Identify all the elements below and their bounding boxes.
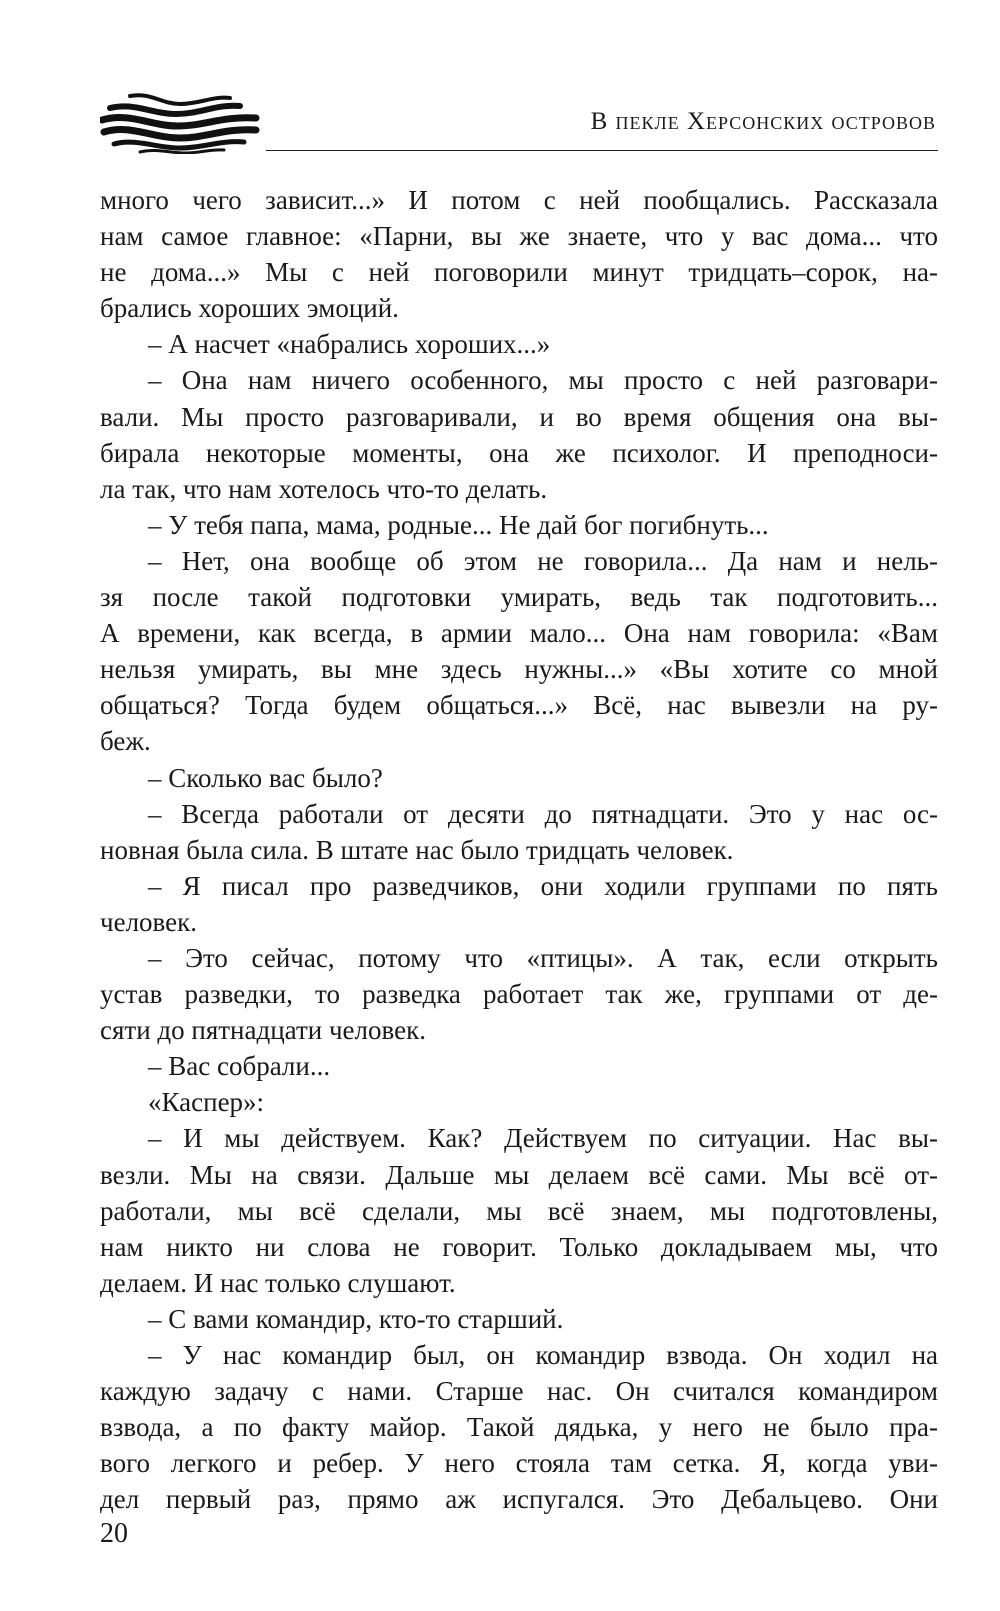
text-line: сяти до пятнадцати человек. bbox=[100, 1015, 426, 1046]
page-header bbox=[100, 86, 938, 156]
text-line: брались хороших эмоций. bbox=[100, 293, 399, 324]
text-line: бирала некоторые моменты, она же психолог. И преподноси- bbox=[100, 437, 938, 468]
text-line: – Нет, она вообще об этом не говорила... Да нам и нель- bbox=[148, 545, 938, 576]
text-line: устав разведки, то разведка работает так же, группами от де- bbox=[100, 979, 938, 1010]
text-line: новная была сила. В штате нас было тридцать человек. bbox=[100, 834, 734, 865]
text-line: – Всегда работали от десяти до пятнадцати. Это у нас ос- bbox=[148, 798, 938, 829]
text-line: – А насчет «набрались хороших...» bbox=[148, 329, 551, 360]
text-line: нам самое главное: «Парни, вы же знаете, что у вас дома... что bbox=[100, 221, 938, 252]
text-line: беж. bbox=[100, 726, 151, 757]
text-line: человек. bbox=[100, 906, 197, 937]
text-line: вали. Мы просто разговаривали, и во время общения она вы- bbox=[100, 401, 938, 432]
text-line: – Сколько вас было? bbox=[148, 762, 383, 793]
text-line: ла так, что нам хотелось что-то делать. bbox=[100, 473, 548, 504]
text-line: взвода, а по факту майор. Такой дядька, у него не было пра- bbox=[100, 1412, 938, 1443]
page-number: 20 bbox=[100, 1518, 128, 1549]
running-title: В пекле Херсонских островов bbox=[590, 108, 936, 135]
text-line: работали, мы всё сделали, мы всё знаем, мы подготовлены, bbox=[100, 1195, 938, 1226]
body-text bbox=[100, 182, 938, 1517]
text-line: общаться? Тогда будем общаться...» Всё, нас вывезли на ру- bbox=[100, 690, 938, 721]
text-line: – Она нам ничего особенного, мы просто с ней разговари- bbox=[148, 365, 938, 396]
striped-flag-logo-icon bbox=[100, 90, 260, 154]
text-line: – У тебя папа, мама, родные... Не дай бог погибнуть... bbox=[148, 509, 769, 540]
text-line: – И мы действуем. Как? Действуем по ситуации. Нас вы- bbox=[148, 1123, 938, 1154]
text-line: не дома...» Мы с ней поговорили минут тридцать–сорок, на- bbox=[100, 257, 938, 288]
text-line: каждую задачу с нами. Старше нас. Он считался командиром bbox=[100, 1376, 938, 1407]
text-line: – С вами командир, кто-то старший. bbox=[148, 1303, 564, 1334]
text-line: дел первый раз, прямо аж испугался. Это Дебальцево. Они bbox=[100, 1484, 938, 1515]
text-line: везли. Мы на связи. Дальше мы делаем всё сами. Мы всё от- bbox=[100, 1159, 938, 1190]
text-line: А времени, как всегда, в армии мало... Она нам говорила: «Вам bbox=[100, 618, 938, 649]
text-line: нам никто ни слова не говорит. Только докладываем мы, что bbox=[100, 1231, 938, 1262]
text-line: – Это сейчас, потому что «птицы». А так, если открыть bbox=[148, 942, 938, 973]
text-line: – У нас командир был, он командир взвода. Он ходил на bbox=[148, 1340, 938, 1370]
text-line: много чего зависит...» И потом с ней пообщались. Рассказала bbox=[100, 185, 938, 215]
text-line: – Я писал про разведчиков, они ходили группами по пять bbox=[148, 870, 938, 901]
text-line: – Вас собрали... bbox=[148, 1051, 331, 1082]
text-line: «Каспер»: bbox=[148, 1087, 265, 1118]
text-line: зя после такой подготовки умирать, ведь так подготовить... bbox=[100, 582, 938, 613]
header-divider bbox=[266, 150, 938, 151]
text-line: нельзя умирать, вы мне здесь нужны...» «Вы хотите со мной bbox=[100, 654, 938, 685]
text-line: делаем. И нас только слушают. bbox=[100, 1267, 456, 1298]
text-line: вого легкого и ребер. У него стояла там сетка. Я, когда уви- bbox=[100, 1448, 938, 1479]
